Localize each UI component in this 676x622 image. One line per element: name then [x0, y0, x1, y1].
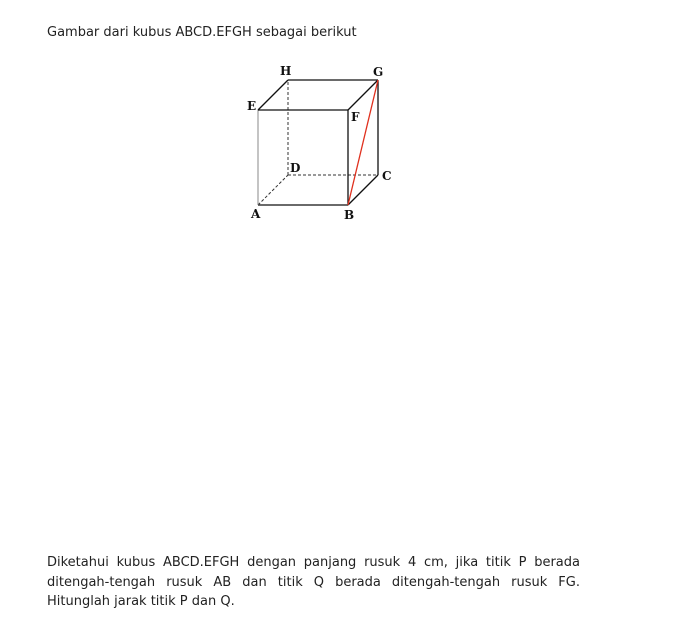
question-line-3: Hitunglah jarak titik P dan Q.	[47, 594, 235, 609]
label-f: F	[351, 110, 360, 124]
label-g: G	[373, 65, 384, 79]
edge-ad	[258, 175, 288, 205]
label-c: C	[382, 169, 392, 183]
edge-bc	[348, 175, 378, 205]
label-a: A	[251, 207, 261, 221]
cube-diagram	[240, 60, 410, 230]
question-line-1: Diketahui kubus ABCD.EFGH dengan panjang rusuk 4 cm, jika titik P berada	[47, 555, 580, 570]
cube-figure	[240, 60, 410, 230]
diagonal-bg	[348, 80, 378, 205]
label-h: H	[280, 64, 292, 78]
label-e: E	[247, 99, 257, 113]
question-text	[47, 553, 580, 612]
edge-eh	[258, 80, 288, 110]
label-b: B	[344, 208, 355, 222]
edge-fg	[348, 80, 378, 110]
label-d: D	[290, 161, 301, 175]
intro-text: Gambar dari kubus ABCD.EFGH sebagai berikut	[47, 25, 357, 40]
question-line-2: ditengah-tengah rusuk AB dan titik Q berada ditengah-tengah rusuk FG.	[47, 574, 580, 590]
